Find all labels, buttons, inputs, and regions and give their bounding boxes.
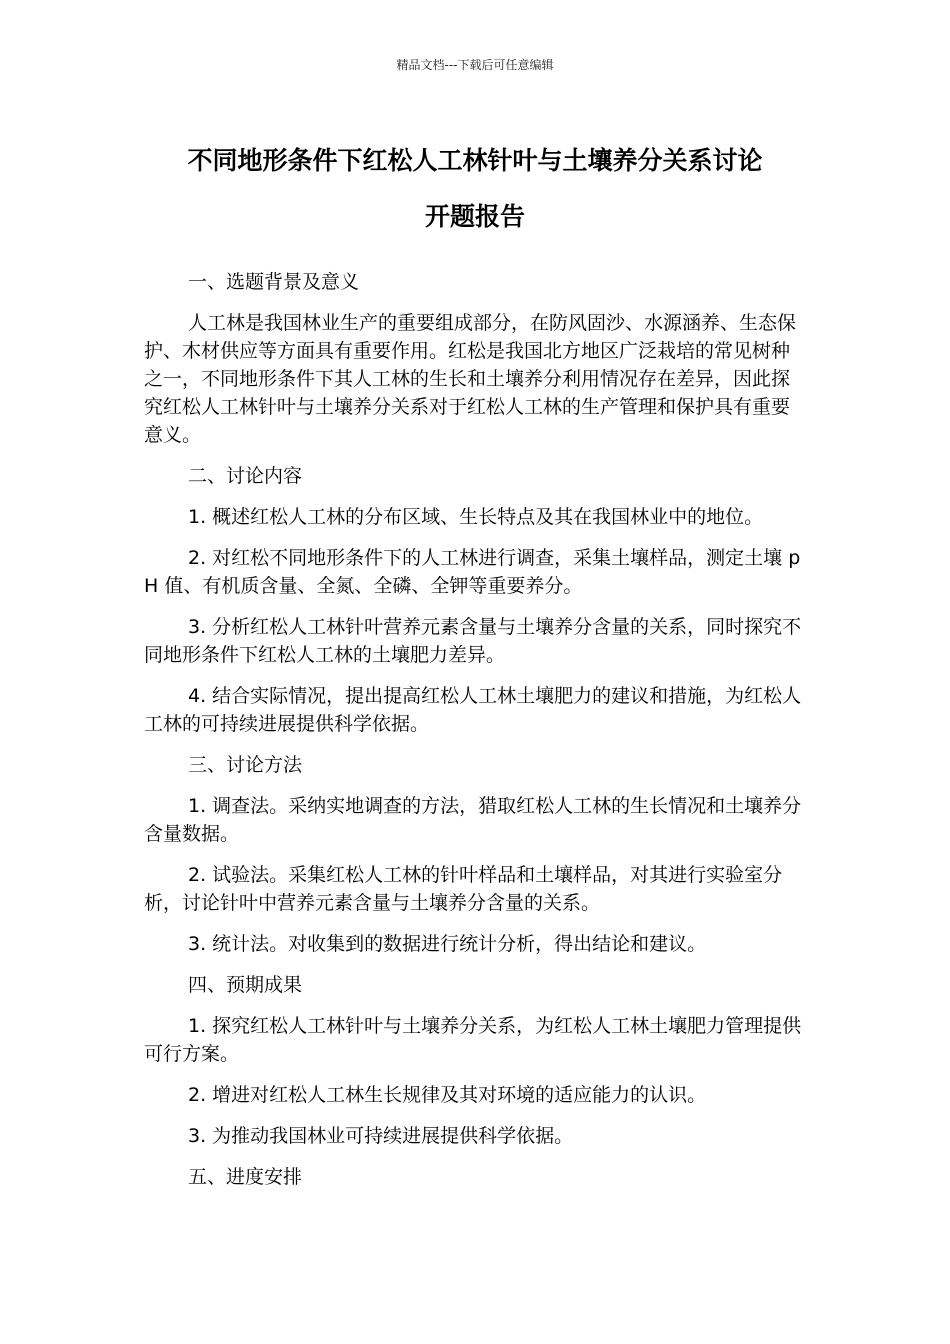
- result-item-2: 2. 增进对红松人工林生长规律及其对环境的适应能力的认识。: [188, 1084, 707, 1106]
- content-item-2: 2. 对红松不同地形条件下的人工林进行调查，采集土壤样品，测定土壤 pH 值、有机质含量、全氮、全磷、全钾等重要养分。: [144, 547, 801, 597]
- content-item-1: 1. 概述红松人工林的分布区域、生长特点及其在我国林业中的地位。: [188, 506, 764, 528]
- paragraph-background: 人工林是我国林业生产的重要组成部分，在防风固沙、水源涵养、生态保护、木材供应等方面具有重要作用。红松是我国北方地区广泛栽培的常见树种之一，不同地形条件下其人工林的生长和土壤养分利用情况存在差异，因此探究红松人工林针叶与土壤养分关系对于红松人工林的生产管理和保护具有重要意义。: [144, 312, 797, 446]
- section-heading-background: 一、选题背景及意义: [188, 271, 360, 293]
- section-heading-schedule: 五、进度安排: [188, 1166, 303, 1188]
- content-item-3: 3. 分析红松人工林针叶营养元素含量与土壤养分含量的关系，同时探究不同地形条件下红松人工林的土壤肥力差异。: [144, 616, 802, 666]
- result-item-1: 1. 探究红松人工林针叶与土壤养分关系，为红松人工林土壤肥力管理提供可行方案。: [144, 1015, 802, 1065]
- result-item-3: 3. 为推动我国林业可持续进展提供科学依据。: [188, 1125, 574, 1147]
- method-item-1: 1. 调查法。采纳实地调查的方法，猎取红松人工林的生长情况和土壤养分含量数据。: [144, 795, 802, 845]
- method-item-3: 3. 统计法。对收集到的数据进行统计分析，得出结论和建议。: [188, 933, 707, 955]
- content-item-4: 4. 结合实际情况，提出提高红松人工林土壤肥力的建议和措施，为红松人工林的可持续进展提供科学依据。: [144, 685, 802, 735]
- title-line-1: 不同地形条件下红松人工林针叶与土壤养分关系讨论: [187, 146, 763, 175]
- header-note: 精品文档---下载后可任意编辑: [396, 58, 554, 72]
- section-heading-content: 二、讨论内容: [188, 465, 303, 487]
- method-item-2: 2. 试验法。采集红松人工林的针叶样品和土壤样品，对其进行实验室分析，讨论针叶中营养元素含量与土壤养分含量的关系。: [144, 864, 783, 914]
- document-body: [144, 268, 808, 1204]
- title-line-2: 开题报告: [424, 202, 525, 231]
- section-heading-results: 四、预期成果: [188, 974, 303, 996]
- section-heading-methods: 三、讨论方法: [188, 754, 303, 776]
- document-title: [0, 133, 950, 245]
